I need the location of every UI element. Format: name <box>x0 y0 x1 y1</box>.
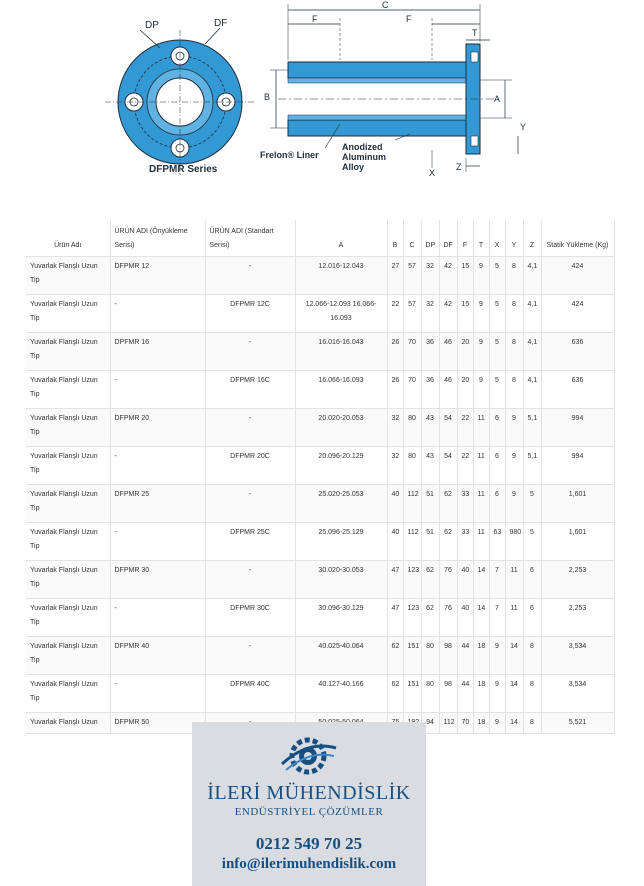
table-cell: 8 <box>505 371 523 409</box>
brand-email: info@ilerimuhendislik.com <box>221 856 397 872</box>
table-cell: - <box>205 333 295 371</box>
table-row <box>26 675 614 713</box>
table-cell: Yuvarlak Flanşlı Uzun Tip <box>26 523 110 561</box>
table-cell: Yuvarlak Flanşlı Uzun Tip <box>26 485 110 523</box>
table-cell: 4,1 <box>523 295 541 333</box>
table-cell: 63 <box>489 523 505 561</box>
label-a: A <box>494 94 501 104</box>
table-cell: Yuvarlak Flanşlı Uzun <box>26 713 110 734</box>
table-cell: 25.096-25.129 <box>295 523 387 561</box>
header-row <box>26 220 614 257</box>
table-cell: 20 <box>457 371 473 409</box>
table-cell: 40.127-40.166 <box>295 675 387 713</box>
table-cell: 80 <box>403 447 421 485</box>
table-cell: DFPMR 16C <box>205 371 295 409</box>
table-cell: DFPMR 12 <box>110 257 205 295</box>
table-cell: 15 <box>457 257 473 295</box>
table-cell: 20.020-20.053 <box>295 409 387 447</box>
table-cell: 151 <box>403 675 421 713</box>
table-cell: DFPMR 50 <box>110 713 205 734</box>
table-cell: 54 <box>439 409 457 447</box>
table-cell: 22 <box>387 295 403 333</box>
table-cell: 9 <box>489 637 505 675</box>
table-cell: 9 <box>473 333 489 371</box>
table-cell: 62 <box>387 675 403 713</box>
column-header: DP <box>421 220 439 257</box>
column-header: X <box>489 220 505 257</box>
table-cell: 76 <box>439 599 457 637</box>
table-cell: 27 <box>387 257 403 295</box>
table-cell: DFPMR 40C <box>205 675 295 713</box>
column-header: ÜRÜN ADI (Önyükleme Serisi) <box>110 220 205 257</box>
table-row <box>26 333 614 371</box>
company-logo-block <box>192 722 426 886</box>
table-cell: 80 <box>421 675 439 713</box>
table-cell: 8 <box>505 295 523 333</box>
spec-table <box>26 220 615 734</box>
table-row <box>26 561 614 599</box>
table-body <box>26 257 614 734</box>
table-cell: 20 <box>457 333 473 371</box>
table-cell: - <box>205 637 295 675</box>
table-cell: 16.066-16.093 <box>295 371 387 409</box>
table-cell: 11 <box>505 561 523 599</box>
table-cell: 9 <box>473 371 489 409</box>
table-cell: 62 <box>421 561 439 599</box>
table-cell: - <box>110 675 205 713</box>
label-alloy: Alloy <box>342 162 365 172</box>
table-cell: 636 <box>541 333 614 371</box>
table-container <box>0 218 644 726</box>
bearing-side-view <box>270 4 518 172</box>
table-cell: 57 <box>403 295 421 333</box>
table-cell: 62 <box>387 637 403 675</box>
column-header: Y <box>505 220 523 257</box>
table-cell: 70 <box>403 371 421 409</box>
table-cell: - <box>205 485 295 523</box>
table-cell: 6 <box>489 447 505 485</box>
table-cell: 4,1 <box>523 257 541 295</box>
table-cell: 80 <box>421 637 439 675</box>
table-cell: 80 <box>403 409 421 447</box>
table-cell: 36 <box>421 371 439 409</box>
table-cell: 2,253 <box>541 599 614 637</box>
label-aluminum: Aluminum <box>342 152 386 162</box>
brand-tagline: ENDÜSTRİYEL ÇÖZÜMLER <box>234 806 384 818</box>
table-cell: 40 <box>387 485 403 523</box>
label-f-left: F <box>312 14 318 24</box>
table-cell: 30.096-30.129 <box>295 599 387 637</box>
table-cell: 15 <box>457 295 473 333</box>
table-cell: 9 <box>489 675 505 713</box>
table-cell: 22 <box>457 409 473 447</box>
table-cell: Yuvarlak Flanşlı Uzun Tip <box>26 561 110 599</box>
table-cell: 14 <box>505 675 523 713</box>
table-cell: 11 <box>473 447 489 485</box>
table-cell: 44 <box>457 675 473 713</box>
table-cell: 9 <box>489 713 505 734</box>
table-cell: 8 <box>505 333 523 371</box>
table-cell: 33 <box>457 485 473 523</box>
table-cell: DFPMR 30 <box>110 561 205 599</box>
table-cell: Yuvarlak Flanşlı Uzun Tip <box>26 333 110 371</box>
table-row <box>26 447 614 485</box>
table-cell: 47 <box>387 561 403 599</box>
table-cell: 46 <box>439 333 457 371</box>
table-cell: 46 <box>439 371 457 409</box>
table-cell: - <box>110 599 205 637</box>
table-cell: Yuvarlak Flanşlı Uzun Tip <box>26 599 110 637</box>
table-cell: 5 <box>523 485 541 523</box>
column-header: C <box>403 220 421 257</box>
table-cell: 5 <box>523 523 541 561</box>
column-header: ÜRÜN ADI (Standart Serisi) <box>205 220 295 257</box>
table-cell: 3,534 <box>541 637 614 675</box>
table-cell: 5 <box>489 371 505 409</box>
table-cell: 9 <box>473 295 489 333</box>
table-cell: 5 <box>489 257 505 295</box>
table-cell: DFPMR 20 <box>110 409 205 447</box>
table-cell: 5,1 <box>523 409 541 447</box>
table-cell: - <box>110 371 205 409</box>
table-cell: 4,1 <box>523 371 541 409</box>
table-cell: 70 <box>457 713 473 734</box>
table-cell: 1,601 <box>541 485 614 523</box>
table-row <box>26 295 614 333</box>
column-header: A <box>295 220 387 257</box>
table-cell: 26 <box>387 371 403 409</box>
table-cell: Yuvarlak Flanşlı Uzun Tip <box>26 371 110 409</box>
table-cell: 994 <box>541 409 614 447</box>
table-cell: DPFMR 16 <box>110 333 205 371</box>
table-cell: - <box>205 561 295 599</box>
table-cell: 1,601 <box>541 523 614 561</box>
series-label: DFPMR Series <box>149 164 218 175</box>
table-cell: 43 <box>421 447 439 485</box>
table-cell: 3,534 <box>541 675 614 713</box>
table-cell: 11 <box>505 599 523 637</box>
label-c: C <box>382 0 389 10</box>
table-cell: 11 <box>473 409 489 447</box>
bearing-technical-diagram <box>0 0 644 200</box>
table-cell: 112 <box>439 713 457 734</box>
column-header: T <box>473 220 489 257</box>
gear-logo-icon <box>280 734 338 778</box>
table-cell: 51 <box>421 523 439 561</box>
table-cell: 33 <box>457 523 473 561</box>
table-cell: DFPMR 25C <box>205 523 295 561</box>
label-df: DF <box>214 18 228 29</box>
table-row <box>26 485 614 523</box>
table-cell: 424 <box>541 295 614 333</box>
column-header: DF <box>439 220 457 257</box>
table-cell: 5 <box>489 333 505 371</box>
table-cell: 6 <box>489 409 505 447</box>
table-cell: 76 <box>439 561 457 599</box>
table-cell: 123 <box>403 599 421 637</box>
label-dp: DP <box>145 20 159 31</box>
table-cell: 112 <box>403 523 421 561</box>
table-cell: DFPMR 20C <box>205 447 295 485</box>
table-cell: Yuvarlak Flanşlı Uzun Tip <box>26 257 110 295</box>
flange-front-view <box>105 28 255 175</box>
table-cell: 6 <box>523 561 541 599</box>
table-cell: 4,1 <box>523 333 541 371</box>
table-cell: Yuvarlak Flanşlı Uzun Tip <box>26 295 110 333</box>
table-cell: 51 <box>421 485 439 523</box>
table-cell: 36 <box>421 333 439 371</box>
table-cell: 18 <box>473 713 489 734</box>
table-cell: DFPMR 40 <box>110 637 205 675</box>
table-cell: 11 <box>473 485 489 523</box>
table-cell: 47 <box>387 599 403 637</box>
table-cell: 22 <box>457 447 473 485</box>
label-liner: Frelon® Liner <box>260 150 319 160</box>
table-cell: 123 <box>403 561 421 599</box>
table-cell: 9 <box>505 409 523 447</box>
table-cell: 7 <box>489 561 505 599</box>
table-cell: 8 <box>523 637 541 675</box>
table-cell: 151 <box>403 637 421 675</box>
label-z: Z <box>456 162 462 172</box>
label-b: B <box>264 92 271 102</box>
label-y: Y <box>520 122 527 132</box>
table-cell: 14 <box>473 561 489 599</box>
table-cell: - <box>110 523 205 561</box>
brand-phone: 0212 549 70 25 <box>255 834 363 853</box>
table-cell: - <box>110 447 205 485</box>
table-cell: 40 <box>457 561 473 599</box>
table-cell: 112 <box>403 485 421 523</box>
table-cell: DFPMR 25 <box>110 485 205 523</box>
table-cell: 8 <box>505 257 523 295</box>
table-cell: 20.096-20.129 <box>295 447 387 485</box>
table-row <box>26 409 614 447</box>
table-cell: 40 <box>387 523 403 561</box>
table-cell: 98 <box>439 637 457 675</box>
table-cell: 5,521 <box>541 713 614 734</box>
table-cell: 42 <box>439 257 457 295</box>
table-cell: Yuvarlak Flanşlı Uzun Tip <box>26 447 110 485</box>
table-cell: 32 <box>387 447 403 485</box>
column-header: Z <box>523 220 541 257</box>
table-cell: 12.016-12.043 <box>295 257 387 295</box>
table-cell: 2,253 <box>541 561 614 599</box>
table-cell: 62 <box>439 523 457 561</box>
label-x: X <box>429 168 436 178</box>
table-cell: 9 <box>505 447 523 485</box>
table-cell: 32 <box>387 409 403 447</box>
column-header: F <box>457 220 473 257</box>
column-header: Statik Yükleme (Kg) <box>541 220 614 257</box>
table-cell: - <box>110 295 205 333</box>
table-cell: 5 <box>489 295 505 333</box>
table-cell: Yuvarlak Flanşlı Uzun Tip <box>26 409 110 447</box>
brand-name: İLERİ MÜHENDİSLİK <box>207 782 411 804</box>
table-cell: Yuvarlak Flanşlı Uzun Tip <box>26 637 110 675</box>
table-cell: 98 <box>439 675 457 713</box>
table-cell: 980 <box>505 523 523 561</box>
table-cell: 8 <box>523 713 541 734</box>
label-t: T <box>472 28 478 38</box>
table-cell: 94 <box>421 713 439 734</box>
table-cell: 14 <box>505 637 523 675</box>
table-cell: 26 <box>387 333 403 371</box>
table-row <box>26 637 614 675</box>
table-cell: Yuvarlak Flanşlı Uzun Tip <box>26 675 110 713</box>
table-cell: 70 <box>403 333 421 371</box>
table-cell: 32 <box>421 257 439 295</box>
table-cell: - <box>205 409 295 447</box>
table-cell: 12.066-12.093 16.066-16.093 <box>295 295 387 333</box>
table-cell: 44 <box>457 637 473 675</box>
label-f-right: F <box>406 14 412 24</box>
table-cell: 25.020-25.053 <box>295 485 387 523</box>
table-cell: 14 <box>473 599 489 637</box>
table-row <box>26 523 614 561</box>
table-cell: 994 <box>541 447 614 485</box>
table-cell: 62 <box>421 599 439 637</box>
table-cell: - <box>205 257 295 295</box>
table-cell: 32 <box>421 295 439 333</box>
table-cell: 16.016-16.043 <box>295 333 387 371</box>
table-cell: 18 <box>473 675 489 713</box>
table-cell: 43 <box>421 409 439 447</box>
table-cell: 40 <box>457 599 473 637</box>
table-cell: 7 <box>489 599 505 637</box>
table-cell: 5,1 <box>523 447 541 485</box>
column-header: B <box>387 220 403 257</box>
table-cell: 18 <box>473 637 489 675</box>
table-cell: 9 <box>505 485 523 523</box>
table-cell: 30.020-30.053 <box>295 561 387 599</box>
table-cell: 40.025-40.064 <box>295 637 387 675</box>
table-cell: 57 <box>403 257 421 295</box>
table-cell: 42 <box>439 295 457 333</box>
table-cell: 636 <box>541 371 614 409</box>
table-head <box>26 220 614 257</box>
table-cell: 6 <box>523 599 541 637</box>
table-row <box>26 371 614 409</box>
table-cell: 6 <box>489 485 505 523</box>
table-cell: DFPMR 30C <box>205 599 295 637</box>
table-cell: 14 <box>505 713 523 734</box>
table-row <box>26 257 614 295</box>
column-header: Ürün Adı <box>26 220 110 257</box>
label-anodized: Anodized <box>342 142 383 152</box>
table-cell: DFPMR 12C <box>205 295 295 333</box>
table-cell: 9 <box>473 257 489 295</box>
table-row <box>26 599 614 637</box>
table-cell: 62 <box>439 485 457 523</box>
table-cell: 54 <box>439 447 457 485</box>
table-cell: 424 <box>541 257 614 295</box>
table-cell: 11 <box>473 523 489 561</box>
table-cell: 8 <box>523 675 541 713</box>
